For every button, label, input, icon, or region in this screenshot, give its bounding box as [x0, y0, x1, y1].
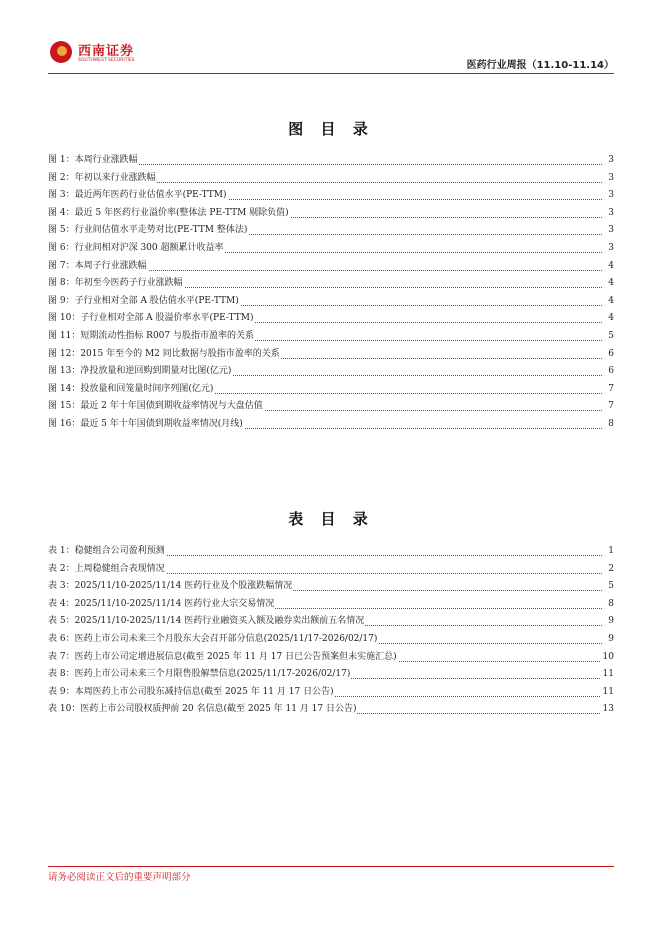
toc-entry-page: 3 [606, 205, 614, 223]
logo-english-name: SOUTHWEST SECURITIES [78, 58, 135, 63]
toc-entry-page: 9 [606, 631, 614, 649]
toc-entry[interactable] [48, 240, 614, 258]
toc-entry-label: 表 3：2025/11/10-2025/11/14 医药行业及个股涨跌幅情况 [48, 578, 293, 596]
tables-toc-title: 表 目 录 [288, 510, 374, 528]
toc-entry-label: 图 14：投放量和回笼量时间序列图(亿元) [48, 381, 214, 399]
toc-entry-label: 图 12：2015 年至今的 M2 同比数据与股指市盈率的关系 [48, 346, 281, 364]
toc-entry-label: 图 2：年初以来行业涨跌幅 [48, 170, 157, 188]
toc-entry-page: 7 [606, 381, 614, 399]
footer-disclaimer: 请务必阅读正文后的重要声明部分 [48, 872, 191, 883]
toc-entry-label: 图 4：最近 5 年医药行业溢价率(整体法 PE-TTM 剔除负值) [48, 205, 290, 223]
toc-entry[interactable] [48, 613, 614, 631]
toc-entry[interactable] [48, 187, 614, 205]
toc-entry[interactable] [48, 578, 614, 596]
toc-entry[interactable] [48, 258, 614, 276]
toc-entry-page: 3 [606, 187, 614, 205]
toc-entry-label: 表 2：上周稳健组合表现情况 [48, 561, 166, 579]
toc-entry-page: 4 [606, 310, 614, 328]
toc-entry-label: 表 5：2025/11/10-2025/11/14 医药行业融资买入额及融券卖出额前五名情况 [48, 613, 365, 631]
toc-entry-label: 图 3：最近两年医药行业估值水平(PE-TTM) [48, 187, 228, 205]
toc-entry-label: 图 1：本周行业涨跌幅 [48, 152, 139, 170]
toc-entry-page: 11 [601, 684, 614, 702]
toc-entry[interactable] [48, 649, 614, 667]
toc-entry-page: 7 [606, 398, 614, 416]
toc-entry-label: 表 6：医药上市公司未来三个月股东大会召开部分信息(2025/11/17-2026/02/17) [48, 631, 378, 649]
toc-entry-label: 图 6：行业间相对沪深 300 超额累计收益率 [48, 240, 225, 258]
toc-entry-label: 图 13：净投放量和逆回购到期量对比图(亿元) [48, 363, 232, 381]
toc-entry-page: 6 [606, 346, 614, 364]
toc-entry-page: 3 [606, 152, 614, 170]
footer-divider [48, 866, 614, 867]
toc-entry[interactable] [48, 381, 614, 399]
toc-entry-page: 13 [601, 701, 614, 719]
toc-entry[interactable] [48, 631, 614, 649]
toc-entry-page: 6 [606, 363, 614, 381]
toc-entry-label: 图 8：年初至今医药子行业涨跌幅 [48, 275, 184, 293]
toc-entry-label: 图 10：子行业相对全部 A 股溢价率水平(PE-TTM) [48, 310, 254, 328]
toc-entry[interactable] [48, 293, 614, 311]
report-title: 医药行业周报（11.10-11.14） [466, 60, 614, 71]
toc-entry[interactable] [48, 666, 614, 684]
toc-entry[interactable] [48, 222, 614, 240]
toc-entry-label: 表 1：稳健组合公司盈利预测 [48, 543, 166, 561]
toc-entry-label: 图 16：最近 5 年十年国债到期收益率情况(月线) [48, 416, 244, 434]
toc-entry-page: 8 [606, 416, 614, 434]
toc-entry-label: 图 5：行业间估值水平走势对比(PE-TTM 整体法) [48, 222, 248, 240]
header-divider [48, 73, 614, 74]
toc-entry-label: 图 9：子行业相对全部 A 股估值水平(PE-TTM) [48, 293, 240, 311]
toc-entry-page: 3 [606, 240, 614, 258]
toc-entry-label: 表 10：医药上市公司股权质押前 20 名信息(截至 2025 年 11 月 17 日公告) [48, 701, 357, 719]
toc-entry[interactable] [48, 328, 614, 346]
toc-entry-label: 表 9：本周医药上市公司股东减持信息(截至 2025 年 11 月 17 日公告) [48, 684, 335, 702]
figures-toc-list [48, 152, 614, 434]
toc-entry-page: 2 [606, 561, 614, 579]
toc-entry-page: 11 [601, 666, 614, 684]
toc-entry-page: 8 [606, 596, 614, 614]
toc-entry[interactable] [48, 170, 614, 188]
toc-entry[interactable] [48, 561, 614, 579]
toc-entry[interactable] [48, 310, 614, 328]
page-header [48, 38, 614, 74]
toc-entry-page: 1 [606, 543, 614, 561]
toc-entry-page: 3 [606, 222, 614, 240]
tables-toc-list [48, 543, 614, 719]
figures-toc-title: 图 目 录 [288, 120, 374, 138]
toc-entry-page: 5 [606, 578, 614, 596]
toc-entry[interactable] [48, 416, 614, 434]
toc-entry-page: 3 [606, 170, 614, 188]
toc-entry-label: 表 7：医药上市公司定增进展信息(截至 2025 年 11 月 17 日已公告预案但未实施汇总) [48, 649, 398, 667]
toc-entry-label: 图 15：最近 2 年十年国债到期收益率情况与大盘估值 [48, 398, 264, 416]
toc-entry-label: 表 8：医药上市公司未来三个月限售股解禁信息(2025/11/17-2026/02/17) [48, 666, 351, 684]
toc-entry-page: 4 [606, 275, 614, 293]
toc-entry-page: 10 [601, 649, 614, 667]
toc-entry[interactable] [48, 398, 614, 416]
toc-entry[interactable] [48, 543, 614, 561]
logo-chinese-name: 西南证券 [78, 44, 135, 59]
logo-mark-icon [50, 41, 72, 63]
toc-entry[interactable] [48, 346, 614, 364]
toc-entry[interactable] [48, 205, 614, 223]
toc-entry-page: 4 [606, 258, 614, 276]
toc-entry-label: 图 7：本周子行业涨跌幅 [48, 258, 148, 276]
toc-entry[interactable] [48, 152, 614, 170]
toc-entry-page: 9 [606, 613, 614, 631]
toc-entry-page: 5 [606, 328, 614, 346]
toc-entry-page: 4 [606, 293, 614, 311]
toc-entry-label: 表 4：2025/11/10-2025/11/14 医药行业大宗交易情况 [48, 596, 275, 614]
toc-entry[interactable] [48, 363, 614, 381]
toc-entry[interactable] [48, 684, 614, 702]
toc-entry-label: 图 11：短期流动性指标 R007 与股指市盈率的关系 [48, 328, 255, 346]
toc-entry[interactable] [48, 596, 614, 614]
toc-entry[interactable] [48, 701, 614, 719]
toc-entry[interactable] [48, 275, 614, 293]
